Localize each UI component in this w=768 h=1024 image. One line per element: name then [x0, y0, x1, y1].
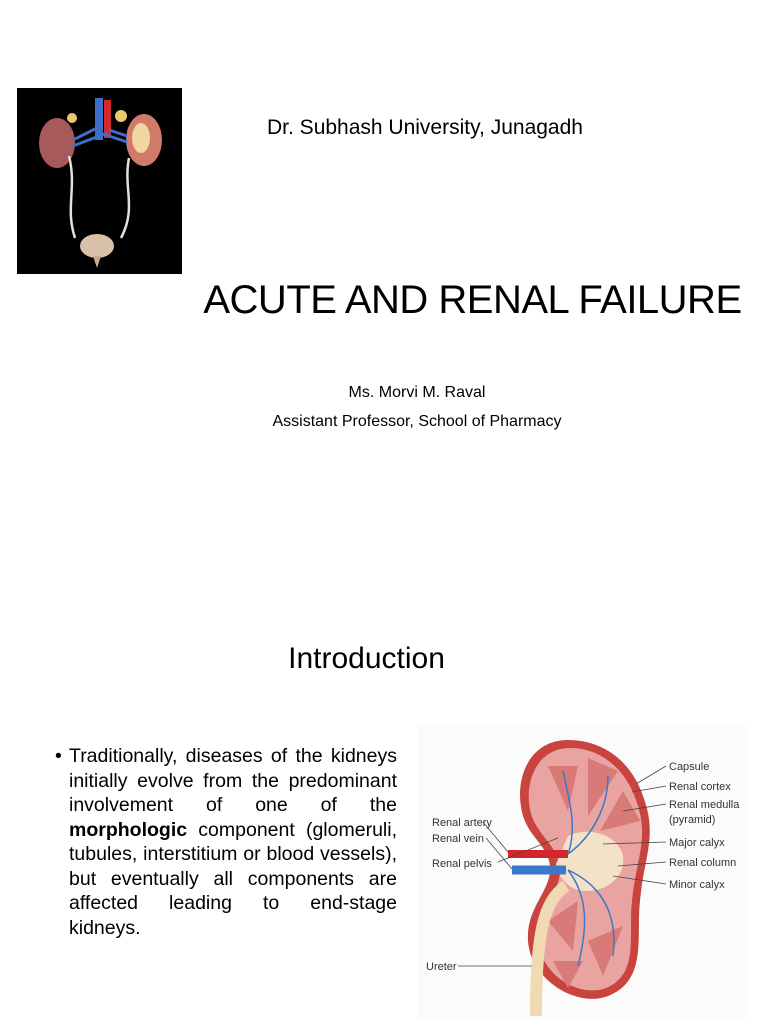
bullet-text-part2: component (glomeruli, tubules, interstitium or blood vessels), but eventually all components are affected leading to end-stage kidneys.: [69, 818, 397, 939]
introduction-slide: [0, 576, 768, 1024]
author-name: Ms. Morvi M. Raval: [348, 384, 486, 401]
label-pyramid: (pyramid): [669, 814, 716, 826]
presentation-title: ACUTE AND RENAL FAILURE: [203, 278, 742, 322]
label-ureter: Ureter: [426, 961, 457, 973]
label-major-calyx: Major calyx: [669, 837, 725, 849]
label-renal-vein: Renal vein: [432, 833, 484, 845]
label-minor-calyx: Minor calyx: [669, 879, 725, 891]
urethra-shape: [93, 256, 101, 268]
label-capsule: Capsule: [669, 761, 710, 773]
left-ureter-shape: [69, 156, 75, 238]
label-renal-column: Renal column: [669, 857, 737, 869]
bullet-symbol: •: [55, 745, 62, 767]
left-adrenal-shape: [67, 113, 77, 123]
label-renal-medulla: Renal medulla: [669, 799, 740, 811]
bullet-text-part1: Traditionally, diseases of the kidneys initially evolve from the predominant involvement of one of the: [69, 745, 397, 816]
kidney-cross-section-illustration: [418, 726, 748, 1018]
author-designation: Assistant Professor, School of Pharmacy: [272, 413, 562, 430]
bullet-item: [55, 744, 397, 940]
label-renal-artery: Renal artery: [432, 817, 492, 829]
label-renal-cortex: Renal cortex: [669, 781, 731, 793]
right-adrenal-shape: [115, 110, 127, 122]
right-kidney-pelvis-shape: [132, 123, 150, 153]
urinary-system-illustration: [17, 88, 182, 274]
kidney-anatomy-diagram: [418, 726, 748, 1018]
label-renal-pelvis: Renal pelvis: [432, 858, 492, 870]
bladder-shape: [80, 234, 114, 258]
urinary-system-image: [17, 88, 182, 274]
university-name: Dr. Subhash University, Junagadh: [267, 116, 583, 139]
bullet-text: [69, 744, 397, 940]
right-ureter-shape: [121, 158, 129, 238]
bullet-text-bold: morphologic: [69, 818, 188, 841]
slide-title: Introduction: [288, 642, 445, 675]
